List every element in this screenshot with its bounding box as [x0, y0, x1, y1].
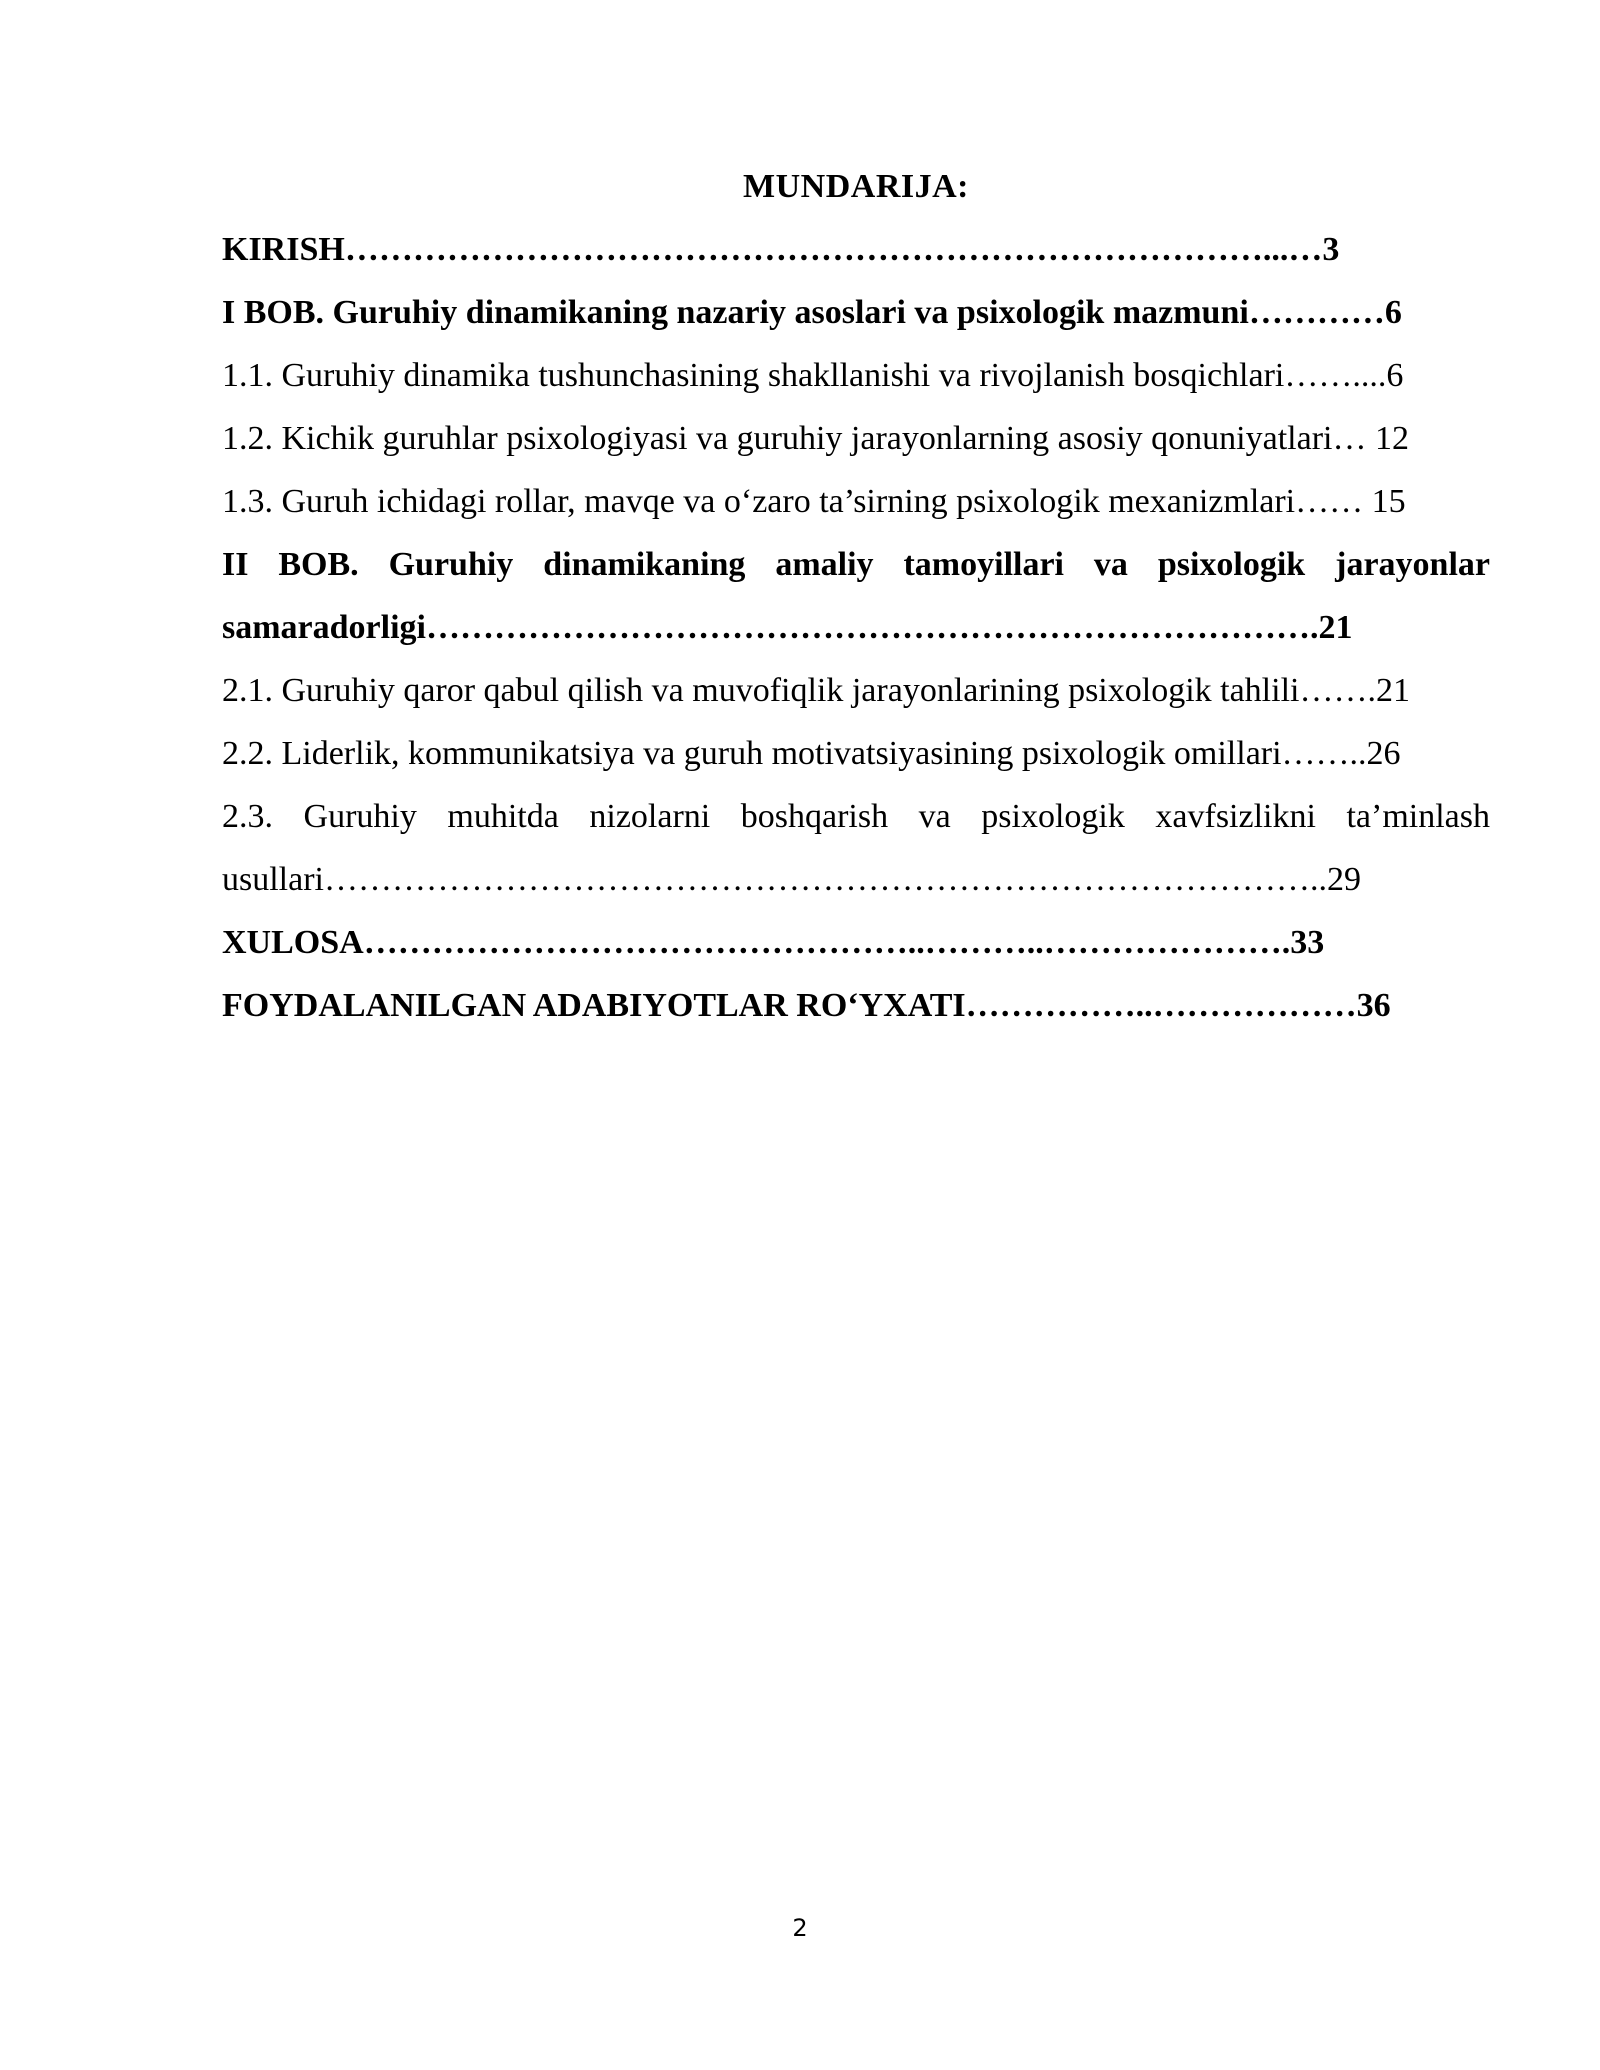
toc-entry-2-1: 2.1. Guruhiy qaror qabul qilish va muvofiqlik jarayonlarining psixologik tahlili…….21 — [222, 672, 1410, 709]
toc-entry-xulosa: XULOSA…………………………………………..………..………………….33 — [222, 924, 1325, 961]
page-number: 2 — [792, 1914, 808, 1942]
toc-entry-2-3: 2.3. Guruhiy muhitda nizolarni boshqarish va psixologik xavfsizlikni ta’minlash usullari……………………………………………………………………………..29 — [222, 798, 1490, 898]
table-of-contents — [222, 155, 1490, 1037]
toc-entry-1-1: 1.1. Guruhiy dinamika tushunchasining shakllanishi va rivojlanish bosqichlari……....6 — [222, 357, 1404, 394]
toc-entry-chapter-1: I BOB. Guruhiy dinamikaning nazariy asoslari va psixologik mazmuni…………6 — [222, 294, 1402, 331]
toc-entry-chapter-2: II BOB. Guruhiy dinamikaning amaliy tamoyillari va psixologik jarayonlar samaradorligi…………………………………………………………………….21 — [222, 546, 1490, 646]
toc-entry-2-2: 2.2. Liderlik, kommunikatsiya va guruh motivatsiyasining psixologik omillari……..26 — [222, 735, 1401, 772]
toc-entry-kirish: KIRISH………………………………………………………………………...…3 — [222, 231, 1340, 268]
toc-title: MUNDARIJA: — [743, 168, 969, 205]
toc-entry-1-3: 1.3. Guruh ichidagi rollar, mavqe va o‘zaro ta’sirning psixologik mexanizmlari…… 15 — [222, 483, 1406, 520]
toc-entry-1-2: 1.2. Kichik guruhlar psixologiyasi va guruhiy jarayonlarning asosiy qonuniyatlari… 12 — [222, 420, 1409, 457]
toc-entry-references: FOYDALANILGAN ADABIYOTLAR RO‘YXATI……………..………………36 — [222, 987, 1391, 1024]
